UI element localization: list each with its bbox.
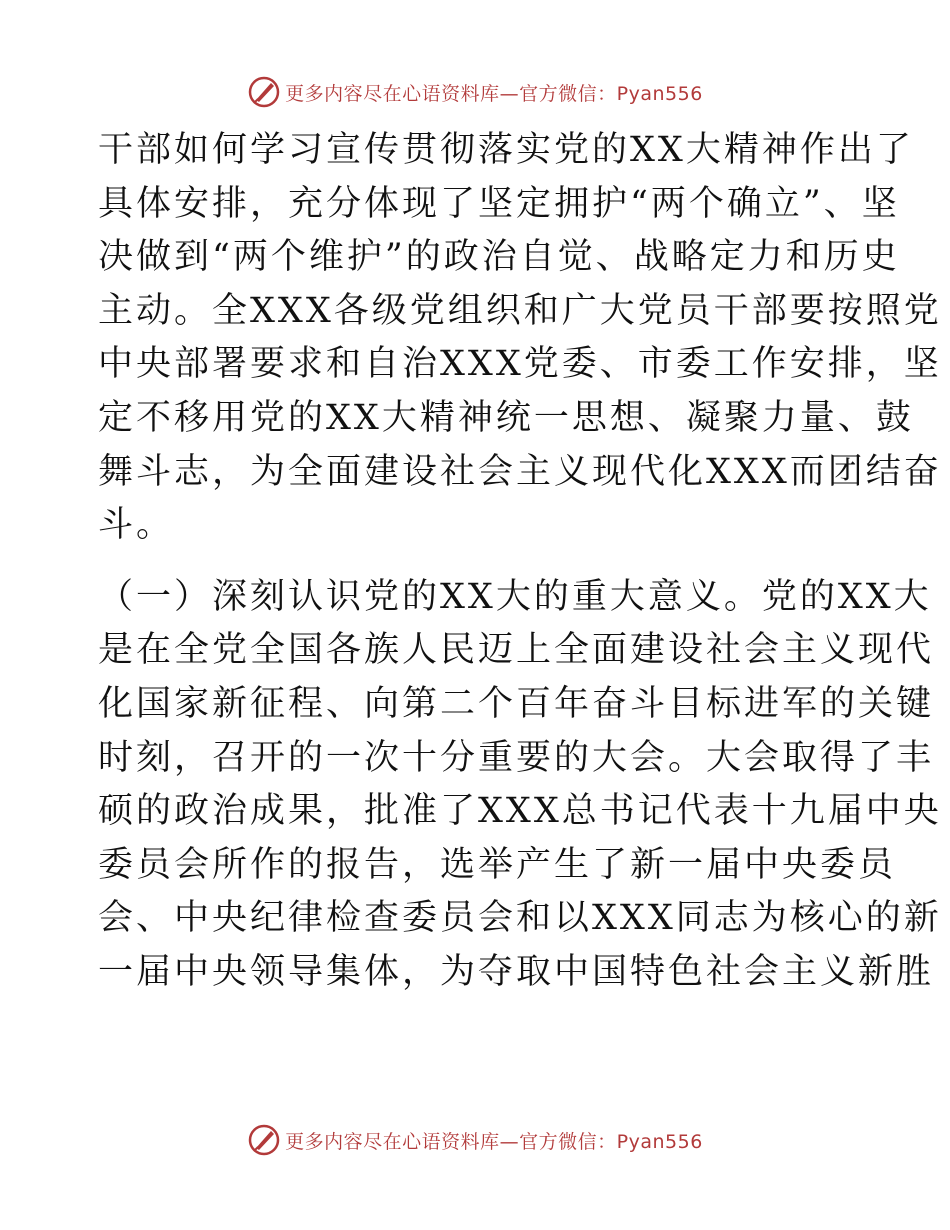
- header-banner-text: 更多内容尽在心语资料库—官方微信：Pyan556: [285, 82, 703, 105]
- text-line: 舞斗志，为全面建设社会主义现代化XXX而团结奋: [98, 451, 942, 492]
- paragraph-spacer: [98, 553, 858, 571]
- quill-pen-logo-icon: [247, 1123, 281, 1157]
- text-line: 中央部署要求和自治XXX党委、市委工作安排，坚: [98, 344, 942, 385]
- text-line: 时刻，召开的一次十分重要的大会。大会取得了丰: [98, 737, 935, 778]
- text-line: 决做到“两个维护”的政治自觉、战略定力和历史: [98, 237, 900, 278]
- text-line: 化国家新征程、向第二个百年奋斗目标进军的关键: [98, 683, 935, 724]
- text-line: 斗。: [98, 505, 175, 546]
- text-line: 委员会所作的报告，选举产生了新一届中央委员: [98, 844, 897, 885]
- text-line: 具体安排，充分体现了坚定拥护“两个确立”、坚: [98, 183, 900, 224]
- quill-pen-logo-icon: [247, 75, 281, 109]
- header-watermark-banner: [0, 72, 950, 112]
- paragraph-1: [98, 124, 942, 553]
- document-body: [98, 124, 942, 1000]
- footer-watermark-banner: [0, 1120, 950, 1160]
- text-line: 硕的政治成果，批准了XXX总书记代表十九届中央: [98, 791, 942, 832]
- paragraph-2: [98, 571, 942, 1000]
- text-line: 主动。全XXX各级党组织和广大党员干部要按照党: [98, 290, 942, 331]
- text-line: 定不移用党的XX大精神统一思想、凝聚力量、鼓: [98, 397, 914, 438]
- text-line: 干部如何学习宣传贯彻落实党的XX大精神作出了: [98, 130, 914, 170]
- text-line: 是在全党全国各族人民迈上全面建设社会主义现代: [98, 630, 935, 671]
- footer-banner-text: 更多内容尽在心语资料库—官方微信：Pyan556: [285, 1130, 703, 1153]
- text-line: （一）深刻认识党的XX大的重大意义。党的XX大: [98, 576, 932, 617]
- text-line: 会、中央纪律检查委员会和以XXX同志为核心的新: [98, 898, 942, 939]
- text-line: 一届中央领导集体，为夺取中国特色社会主义新胜: [98, 951, 935, 992]
